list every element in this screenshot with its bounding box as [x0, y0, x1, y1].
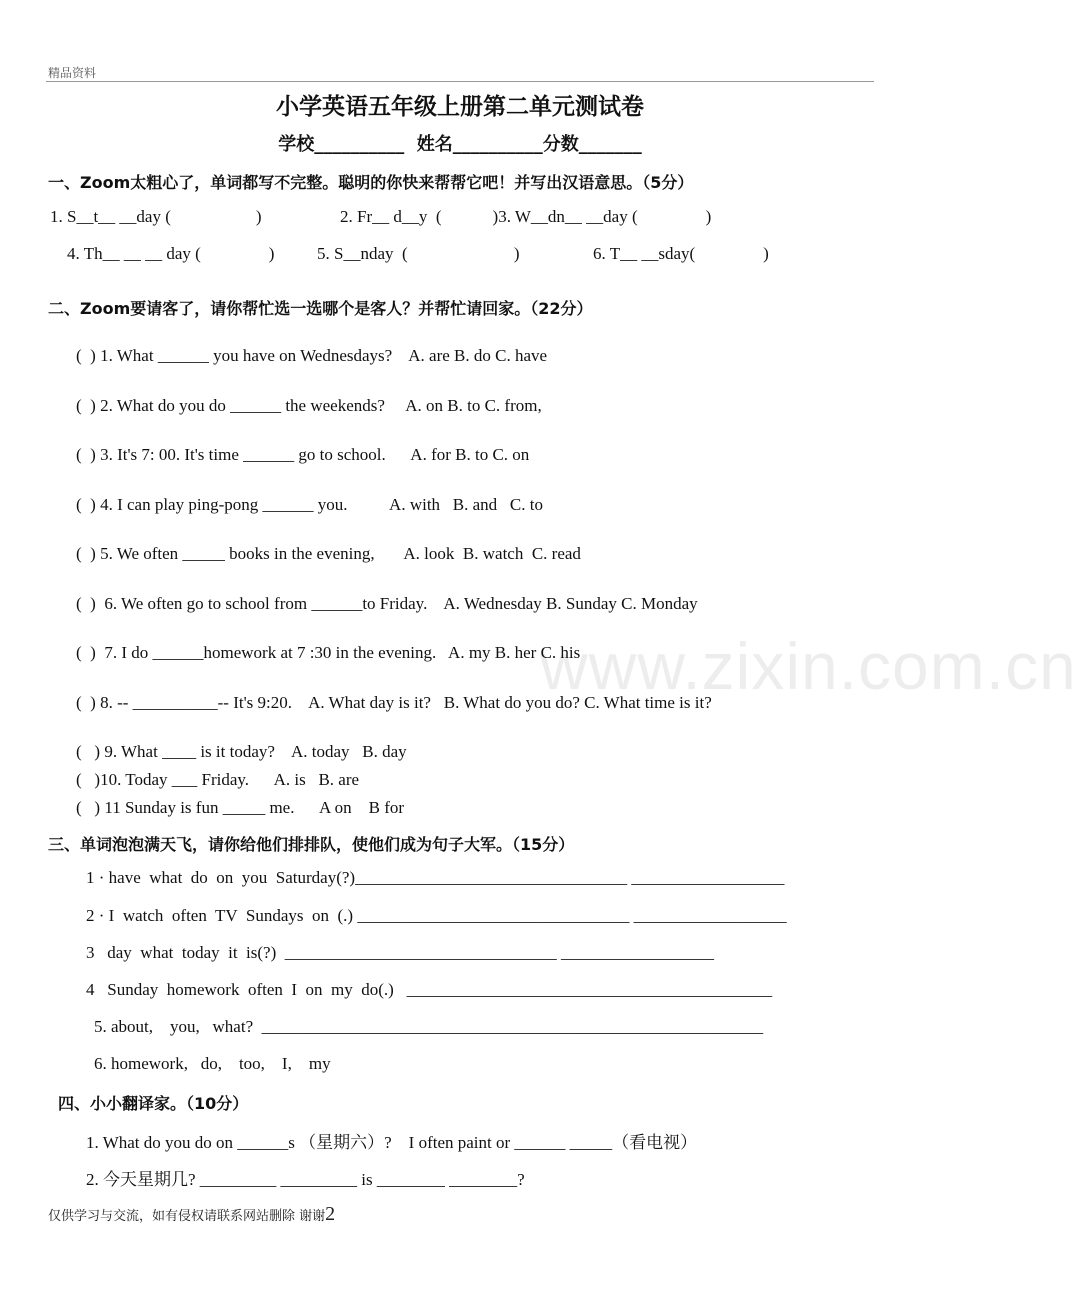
- watermark: www.zixin.com.cn: [540, 629, 1077, 703]
- header-note: 精品资料: [48, 66, 97, 80]
- page-title: 小学英语五年级上册第二单元测试卷: [276, 94, 644, 120]
- question-item: ( ) 3. It's 7: 00. It's time ______ go to school. A. for B. to C. on: [76, 445, 530, 464]
- question-item: ( ) 7. I do ______homework at 7 :30 in the evening. A. my B. her C. his: [76, 643, 581, 662]
- question-item: ( )10. Today ___ Friday. A. is B. are: [76, 770, 360, 789]
- student-info-line: 学校__________ 姓名__________分数_______: [278, 134, 642, 155]
- reorder-item: 6. homework, do, too, I, my: [94, 1054, 331, 1073]
- question-item: ( ) 6. We often go to school from ______to Friday. A. Wednesday B. Sunday C. Monday: [76, 594, 698, 613]
- section-1-heading: 一、Zoom太粗心了，单词都写不完整。聪明的你快来帮帮它吧！并写出汉语意思。（5分）: [48, 173, 694, 192]
- section-3-heading: 三、单词泡泡满天飞，请你给他们排排队，使他们成为句子大军。（15分）: [48, 835, 575, 854]
- reorder-item: 2 · I watch often TV Sundays on (.) ________________________________ __________________: [86, 906, 787, 925]
- question-item: ( ) 1. What ______ you have on Wednesdays? A. are B. do C. have: [76, 346, 548, 365]
- page-number: 2: [325, 1203, 336, 1225]
- translate-item: 2. 今天星期几? _________ _________ is ________ ________?: [86, 1170, 525, 1189]
- question-item: ( ) 4. I can play ping-pong ______ you. A. with B. and C. to: [76, 495, 543, 514]
- footer-note: [48, 1203, 335, 1226]
- reorder-item: 1 · have what do on you Saturday(?)________________________________ __________________: [86, 868, 785, 887]
- section-1-item: 5. S__nday ( ): [317, 244, 520, 263]
- question-item: ( ) 9. What ____ is it today? A. today B. day: [76, 742, 407, 761]
- header-rule: [46, 81, 874, 82]
- footer-text: 仅供学习与交流，如有侵权请联系网站删除 谢谢: [48, 1209, 326, 1224]
- section-1-item: 1. S__t__ __day ( ): [50, 207, 262, 226]
- section-2-heading: 二、Zoom要请客了，请你帮忙选一选哪个是客人？并帮忙请回家。（22分）: [48, 299, 593, 318]
- translate-item: 1. What do you do on ______s （星期六）? I often paint or ______ _____（看电视）: [86, 1133, 698, 1152]
- reorder-item: 3 day what today it is(?) ________________________________ __________________: [86, 943, 715, 962]
- question-item: ( ) 11 Sunday is fun _____ me. A on B for: [76, 798, 405, 817]
- question-item: ( ) 2. What do you do ______ the weekends? A. on B. to C. from,: [76, 396, 542, 415]
- question-item: ( ) 5. We often _____ books in the evening, A. look B. watch C. read: [76, 544, 581, 563]
- section-4-heading: 四、小小翻译家。（10分）: [58, 1094, 249, 1113]
- section-1-item: 6. T__ __sday( ): [593, 244, 769, 263]
- question-item: ( ) 8. -- __________-- It's 9:20. A. What day is it? B. What do you do? C. What time is it?: [76, 693, 712, 712]
- section-1-item: 2. Fr__ d__y ( )3. W__dn__ __day ( ): [340, 207, 712, 226]
- section-1-item: 4. Th__ __ __ day ( ): [67, 244, 275, 263]
- reorder-item: 4 Sunday homework often I on my do(.) ___________________________________________: [86, 980, 773, 999]
- reorder-item: 5. about, you, what? ___________________________________________________________: [94, 1017, 764, 1036]
